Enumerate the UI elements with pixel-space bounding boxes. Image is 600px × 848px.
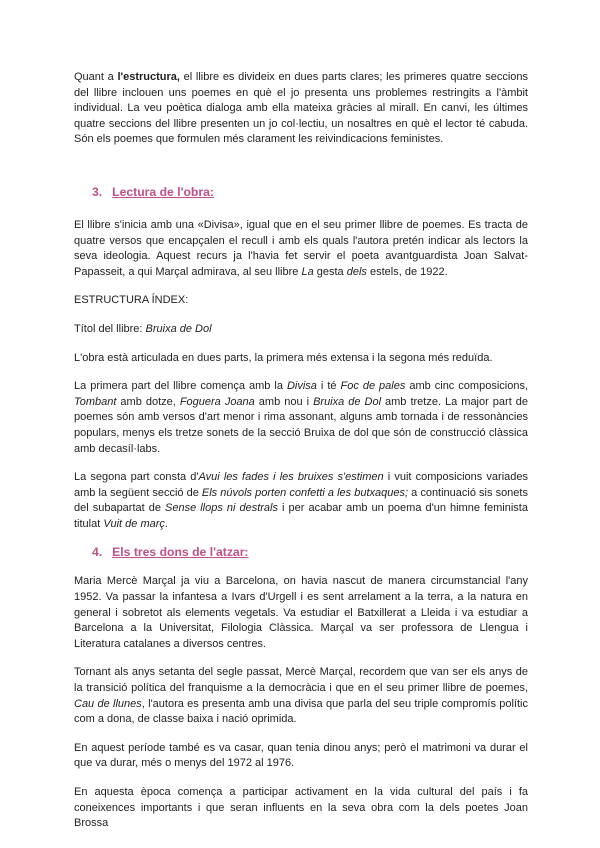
italic-text: Bruixa de Dol [313, 395, 382, 408]
text: estels, de 1922. [366, 265, 448, 278]
section-title: Lectura de l'obra: [112, 184, 214, 199]
text: i per acabar amb un poema d'un himne feminista titulat [74, 502, 528, 530]
text: i vuit composicions variades amb la següent secció de [74, 471, 528, 499]
text: amb nou i [254, 395, 314, 408]
italic-text: Foguera Joana [179, 395, 255, 408]
paragraph-index-label: ESTRUCTURA ÍNDEX: [74, 294, 189, 307]
italic-text: Foc de pales [340, 380, 406, 393]
text: i té [316, 380, 341, 393]
section-number: 4. [92, 545, 103, 560]
italic-text: La [301, 265, 314, 278]
paragraph-seventies [74, 665, 528, 727]
text: El llibre s'inicia amb una «Divisa», igual que en el seu primer llibre de poemes. Es tracta de quatre versos que encapçalen el recull i amb els quals l'autora pretén indicar als lectors la seva ideologia. Aquest recurs ja l'havia fet servir el poeta avantguardista Joan Salvat-Papasseit, a qui Marçal admirava, al seu llibre [74, 218, 528, 278]
italic-text: Els núvols porten confetti a les butxaques; [201, 486, 409, 499]
paragraph-biography: Maria Mercè Marçal ja viu a Barcelona, on havia nascut de manera circumstancial l'any 1952. Va passar la infantesa a Ivars d'Urgell i es sent arrelament a la terra, a la natura en general i sobretot als elements vegetals. Va estudiar el Batxillerat a Lleida i va estudiar a Barcelona a la Universitat, Filologia Clàssica. Marçal va ser professora de Llengua i Literatura catalanes a diversos centres. [74, 575, 528, 650]
text: La segona part consta d' [74, 471, 199, 484]
text: gesta [313, 265, 347, 278]
italic-text: Avui les fades i les bruixes s'estimen [198, 471, 384, 484]
text: el llibre es divideix en dues parts clares; les primeres quatre seccions del llibre inclouen uns poemes en què el jo presenta uns problemes restringits a l'àmbit individual. La veu poètica dialoga amb ella mateixa gràcies al mirall. En canvi, les últimes quatre seccions del llibre presenten un jo col·lectiu, un nosaltres en què el lector té cabuda. Són els poemes que formulen més clarament les reivindicacions feministes. [74, 71, 529, 146]
section-heading-4 [74, 544, 528, 560]
text: amb dotze, [116, 395, 180, 408]
paragraph-parts: L'obra està articulada en dues parts, la primera més extensa i la segona més reduïda. [74, 351, 493, 364]
italic-text: Vuit de març [103, 517, 165, 530]
paragraph-cultural-life: En aquesta època comença a participar activament en la vida cultural del país i fa coneixences importants i que seran influents en la seva obra com la dels poetes Joan Brossa [74, 786, 528, 830]
italic-text: dels [346, 265, 367, 278]
paragraph-second-part [74, 470, 528, 532]
document-page [74, 66, 528, 832]
paragraph-structure [74, 70, 528, 148]
italic-text: Tombant [74, 395, 117, 408]
paragraph-first-part [74, 379, 528, 457]
paragraph-book-title [74, 322, 528, 338]
section-heading-3 [74, 184, 528, 200]
text: . [164, 517, 168, 530]
text: , l'autora es presenta amb una divisa que parla del seu triple compromís polític com a dona, de classe baixa i nació oprimida. [74, 697, 528, 726]
text: Tornant als anys setanta del segle passat, Mercè Marçal, recordem que van ser els anys de la transició política del franquisme a la democràcia i que en el seu primer llibre de poemes, [74, 666, 528, 695]
paragraph-marriage: En aquest període també es va casar, quan tenia dinou anys; però el matrimoni va durar el que va durar, més o menys del 1972 al 1976. [74, 741, 528, 770]
text: La primera part del llibre comença amb la [74, 380, 287, 393]
text: Títol del llibre: [74, 322, 146, 335]
section-title: Els tres dons de l'atzar: [112, 545, 249, 560]
paragraph-divisa [74, 218, 528, 280]
text: a continuació sis sonets del subapartat de [74, 486, 528, 515]
section-number: 3. [92, 184, 103, 199]
italic-text: Divisa [286, 380, 317, 393]
text: Quant a [74, 71, 118, 83]
text: amb cinc composicions, [405, 380, 528, 393]
bold-term: l'estructura, [117, 71, 180, 83]
text: amb tretze. La major part de poemes són amb versos d'art menor i rima assonant, alguns amb tornada i de ressonàncies populars, menys els tretze sonets de la secció Bruixa de dol que són de construcció clàssica amb decasíl·labs. [74, 395, 529, 455]
italic-text: Sense llops ni destrals [165, 502, 278, 515]
italic-text: Cau de llunes [74, 697, 142, 710]
italic-text: Bruixa de Dol [145, 322, 212, 335]
